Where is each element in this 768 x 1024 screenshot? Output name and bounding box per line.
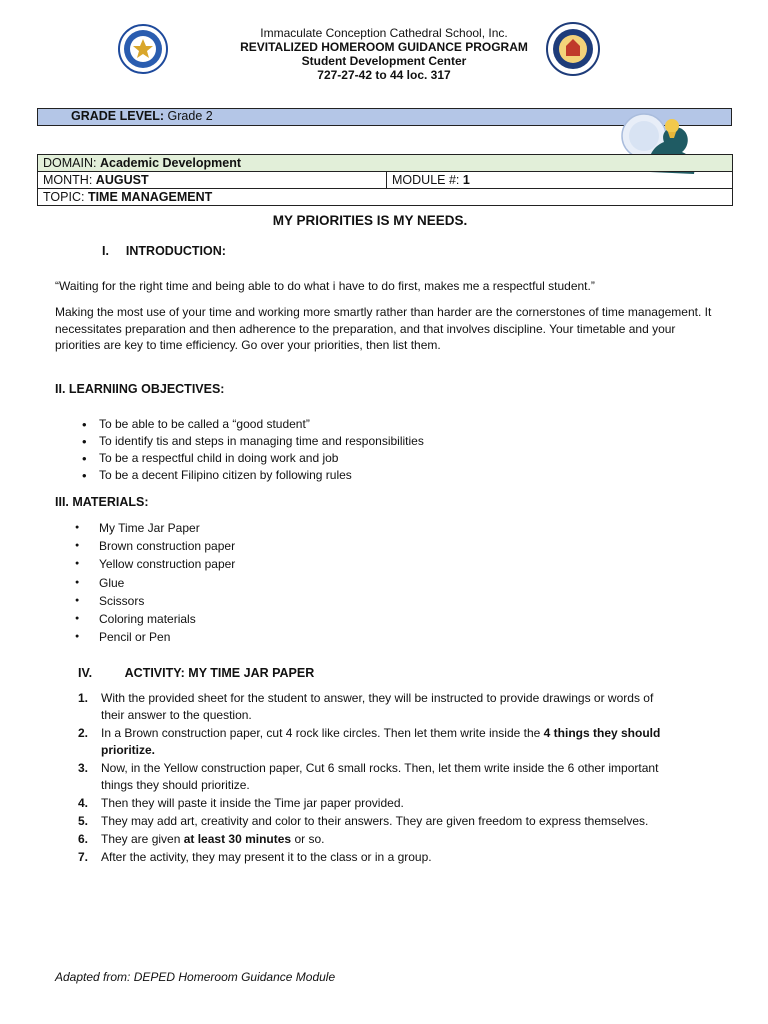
intro-paragraph: Making the most use of your time and working more smartly rather than harder are the cornerstones of time management. It necessitates preparation and then adherence to the preparation, and that involves discipline. Your timetable and your priorities are key to time efficiency. Go over your priorities, then list them. bbox=[55, 305, 712, 352]
list-item: 3. Now, in the Yellow construction paper, Cut 6 small rocks. Then, let them write inside the 6 other important things they should prioritize. bbox=[78, 761, 659, 792]
grade-level-label: GRADE LEVEL: bbox=[71, 109, 165, 123]
list-item: ● My Time Jar Paper bbox=[55, 519, 715, 537]
center-name: Student Development Center bbox=[301, 54, 467, 68]
objectives-heading: II. LEARNIING OBJECTIVES: bbox=[55, 382, 225, 396]
list-item: ● Yellow construction paper bbox=[55, 555, 715, 573]
materials-heading: III. MATERIALS: bbox=[55, 495, 149, 509]
grade-level-value: Grade 2 bbox=[167, 109, 213, 123]
list-item: ● Brown construction paper bbox=[55, 537, 715, 555]
list-item: • To be a decent Filipino citizen by following rules bbox=[55, 467, 715, 484]
module-value: 1 bbox=[462, 172, 470, 187]
list-item: 6. They are given at least 30 minutes or so. bbox=[78, 832, 325, 846]
topic-value: TIME MANAGEMENT bbox=[87, 189, 213, 204]
list-item: 1. With the provided sheet for the student to answer, they will be instructed to provide drawings or words of their answer to the question. bbox=[78, 691, 654, 722]
list-item: • To be a respectful child in doing work and job bbox=[55, 450, 715, 467]
school-name: Immaculate Conception Cathedral School, Inc. bbox=[260, 26, 508, 40]
objectives-list bbox=[55, 416, 715, 484]
footer-note: Adapted from: DEPED Homeroom Guidance Module bbox=[55, 970, 336, 984]
intro-quote: “Waiting for the right time and being able to do what i have to do first, makes me a respectful student.” bbox=[55, 279, 595, 293]
month-value: AUGUST bbox=[95, 172, 149, 187]
list-item: • To be able to be called a “good student” bbox=[55, 416, 715, 433]
list-item: 2. In a Brown construction paper, cut 4 rock like circles. Then let them write inside the 4 things they should prioritize. bbox=[78, 726, 661, 757]
activity-heading: IV. ACTIVITY: MY TIME JAR PAPER bbox=[78, 666, 315, 680]
list-item: 5. They may add art, creativity and color to their answers. They are given freedom to express themselves. bbox=[78, 814, 649, 828]
month-cell: MONTH: AUGUST bbox=[38, 172, 387, 189]
list-item: ● Coloring materials bbox=[55, 610, 715, 628]
domain-cell: DOMAIN: Academic Development bbox=[38, 155, 733, 172]
list-item: ● Scissors bbox=[55, 592, 715, 610]
program-name: REVITALIZED HOMEROOM GUIDANCE PROGRAM bbox=[240, 40, 528, 54]
phone-number: 727-27-42 to 44 loc. 317 bbox=[317, 68, 451, 82]
list-item: ● Pencil or Pen bbox=[55, 628, 715, 646]
page-title: MY PRIORITIES IS MY NEEDS. bbox=[272, 213, 468, 228]
list-item: 4. Then they will paste it inside the Time jar paper provided. bbox=[78, 796, 404, 810]
materials-list bbox=[55, 519, 715, 646]
document-header bbox=[0, 26, 768, 82]
list-item: ● Glue bbox=[55, 574, 715, 592]
list-item: • To identify tis and steps in managing time and responsibilities bbox=[55, 433, 715, 450]
domain-value: Academic Development bbox=[99, 155, 241, 170]
module-cell: MODULE #: 1 bbox=[387, 172, 733, 189]
intro-heading: I. INTRODUCTION: bbox=[102, 244, 226, 258]
topic-cell: TOPIC: TIME MANAGEMENT bbox=[38, 189, 733, 206]
activity-steps bbox=[55, 690, 675, 867]
module-info-table bbox=[37, 154, 733, 206]
list-item: 7. After the activity, they may present it to the class or in a group. bbox=[78, 850, 432, 864]
